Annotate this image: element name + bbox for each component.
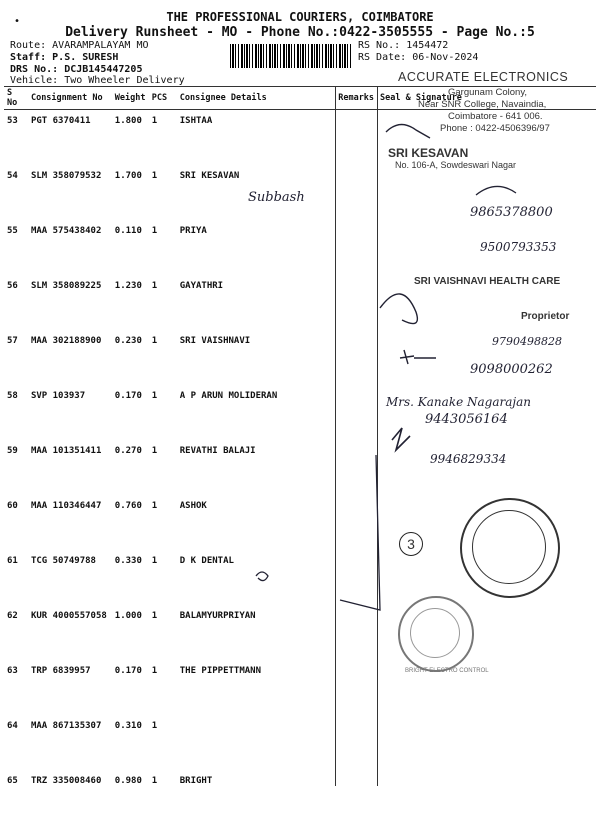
phone-r55: 9865378800 [470,205,553,220]
table-row: 54 SLM 358079532 1.700 1 SRI KESAVAN [7,171,240,181]
circular-seal-r63 [460,498,560,598]
route-line: Route: AVARAMPALAYAM MO [10,40,149,51]
bright-seal [398,596,474,672]
table-row: 60 MAA 110346447 0.760 1 ASHOK [7,501,207,511]
phone-r56: 9500793353 [480,240,557,254]
signature-r55: Subbash [248,190,305,205]
col-remarks: Remarks [335,87,377,110]
col-weight: Weight [112,87,149,110]
runsheet-subtitle: Delivery Runsheet - MO - Phone No.:0422-3505555 - Page No.:5 [65,25,535,40]
stamp-accurate-addr3: Coimbatore - 641 006. [448,111,543,122]
table-row: 57 MAA 302188900 0.230 1 SRI VAISHNAVI [7,336,251,346]
stamp-accurate-phone: Phone : 0422-4506396/97 [440,123,550,134]
table-row: 62 KUR 4000557058 1.000 1 BALAMYURPRIYAN [7,611,256,621]
col-sno: S No [4,87,28,110]
table-row: 61 TCG 50749788 0.330 1 D K DENTAL [7,556,234,566]
corner-mark: • [14,16,21,27]
rs-number: RS No.: 1454472 [358,40,449,51]
phone-r60: 9443056164 [425,412,508,427]
drs-line: DRS No.: DCJB145447205 [10,64,143,75]
company-title: THE PROFESSIONAL COURIERS, COIMBATORE [166,10,434,24]
table-row: 55 MAA 575438402 0.110 1 PRIYA [7,226,207,236]
stamp-accurate-addr1: Gargunam Colony, [448,87,528,98]
table-row: 65 TRZ 335008460 0.980 1 BRIGHT [7,776,213,786]
col-signature: Seal & Signature [377,87,596,110]
vehicle-line: Vehicle: Two Wheeler Delivery [10,75,185,86]
circled-mark-r63: 3 [399,532,423,556]
col-pcs: PCS [149,87,177,110]
stamp-kesavan-name: SRI KESAVAN [388,146,469,160]
table-row: 64 MAA 867135307 0.310 1 [7,721,158,731]
rs-date: RS Date: 06-Nov-2024 [358,52,479,63]
stamp-accurate-name: ACCURATE ELECTRONICS [398,70,569,84]
stamp-proprietor: Proprietor [521,311,570,322]
stamp-vaishnavi: SRI VAISHNAVI HEALTH CARE [414,276,561,287]
stamp-accurate-addr2: Near SNR College, Navaindia, [418,99,547,110]
table-row: 63 TRP 6839957 0.170 1 THE PIPPETTMANN [7,666,262,676]
name-r60: Mrs. Kanake Nagarajan [386,395,531,409]
table-row: 58 SVP 103937 0.170 1 A P ARUN MOLIDERAN [7,391,278,401]
col-consignment: Consignment No [28,87,112,110]
staff-line: Staff: P.S. SURESH [10,52,119,63]
stamp-kesavan-addr: No. 106-A, Sowdeswari Nagar [395,160,517,170]
phone-r58: 9790498828 [492,335,562,348]
table-row: 56 SLM 358089225 1.230 1 GAYATHRI [7,281,224,291]
phone-r61: 9946829334 [430,452,507,466]
phone-r59: 9098000262 [470,362,553,377]
col-consignee: Consignee Details [177,87,335,110]
table-row: 59 MAA 101351411 0.270 1 REVATHI BALAJI [7,446,256,456]
bright-seal-text: BRIGHT ELECTRO CONTROL [405,668,489,674]
table-row: 53 PGT 6370411 1.800 1 ISHTAA [7,116,213,126]
